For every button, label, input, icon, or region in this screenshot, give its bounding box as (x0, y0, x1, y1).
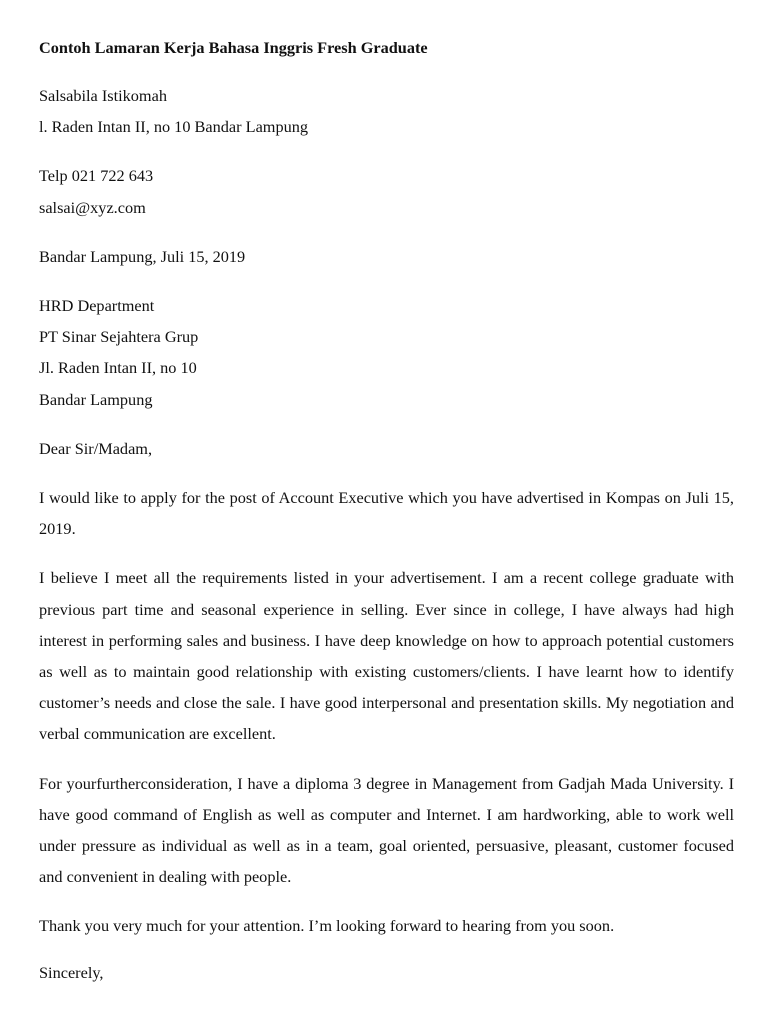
date-line (39, 241, 734, 272)
sender-address: l. Raden Intan II, no 10 Bandar Lampung (39, 117, 309, 137)
document-title: Contoh Lamaran Kerja Bahasa Inggris Fresh Graduate (39, 38, 428, 57)
contact-block (39, 160, 734, 222)
sender-phone: Telp 021 722 643 (39, 166, 154, 186)
closing (39, 957, 734, 988)
salutation-text: Dear Sir/Madam, (39, 438, 153, 458)
body-paragraph-2: I believe I meet all the requirements listed in your advertisement. I am a recent college graduate with previous part time and seasonal experience in selling. Ever since in college, I have always had high interest in performing sales and business. I have deep knowledge on how to approach potential customers as well as to maintain good relationship with existing customers/clients. I have learnt how to identify customer’s needs and close the sale. I have good interpersonal and presentation skills. My negotiation and verbal communication are excellent. (39, 568, 734, 744)
body-paragraph-3: For yourfurtherconsideration, I have a diploma 3 degree in Management from Gadjah Mada University. I have good command of English as well as computer and Internet. I am hardworking, able to work well under pressure as individual as well as in a team, goal oriented, persuasive, pleasant, customer focused and convenient in dealing with people. (39, 773, 734, 887)
closing-text: Sincerely, (39, 962, 104, 982)
body-paragraph-1: I would like to apply for the post of Account Executive which you have advertised in Kompas on Juli 15, 2019. (39, 488, 734, 539)
recipient-block (39, 290, 734, 415)
letter-date: Bandar Lampung, Juli 15, 2019 (39, 246, 246, 266)
body-paragraph-4: Thank you very much for your attention. I’m looking forward to hearing from you soon. (39, 916, 615, 936)
letter-document (39, 34, 734, 1006)
sender-block (39, 80, 734, 142)
salutation (39, 433, 734, 464)
sender-name: Salsabila Istikomah (39, 86, 167, 105)
recipient-department: HRD Department (39, 296, 155, 316)
recipient-company: PT Sinar Sejahtera Grup (39, 327, 199, 347)
recipient-city: Bandar Lampung (39, 389, 153, 409)
recipient-street: Jl. Raden Intan II, no 10 (39, 358, 197, 378)
sender-email: salsai@xyz.com (39, 197, 146, 217)
